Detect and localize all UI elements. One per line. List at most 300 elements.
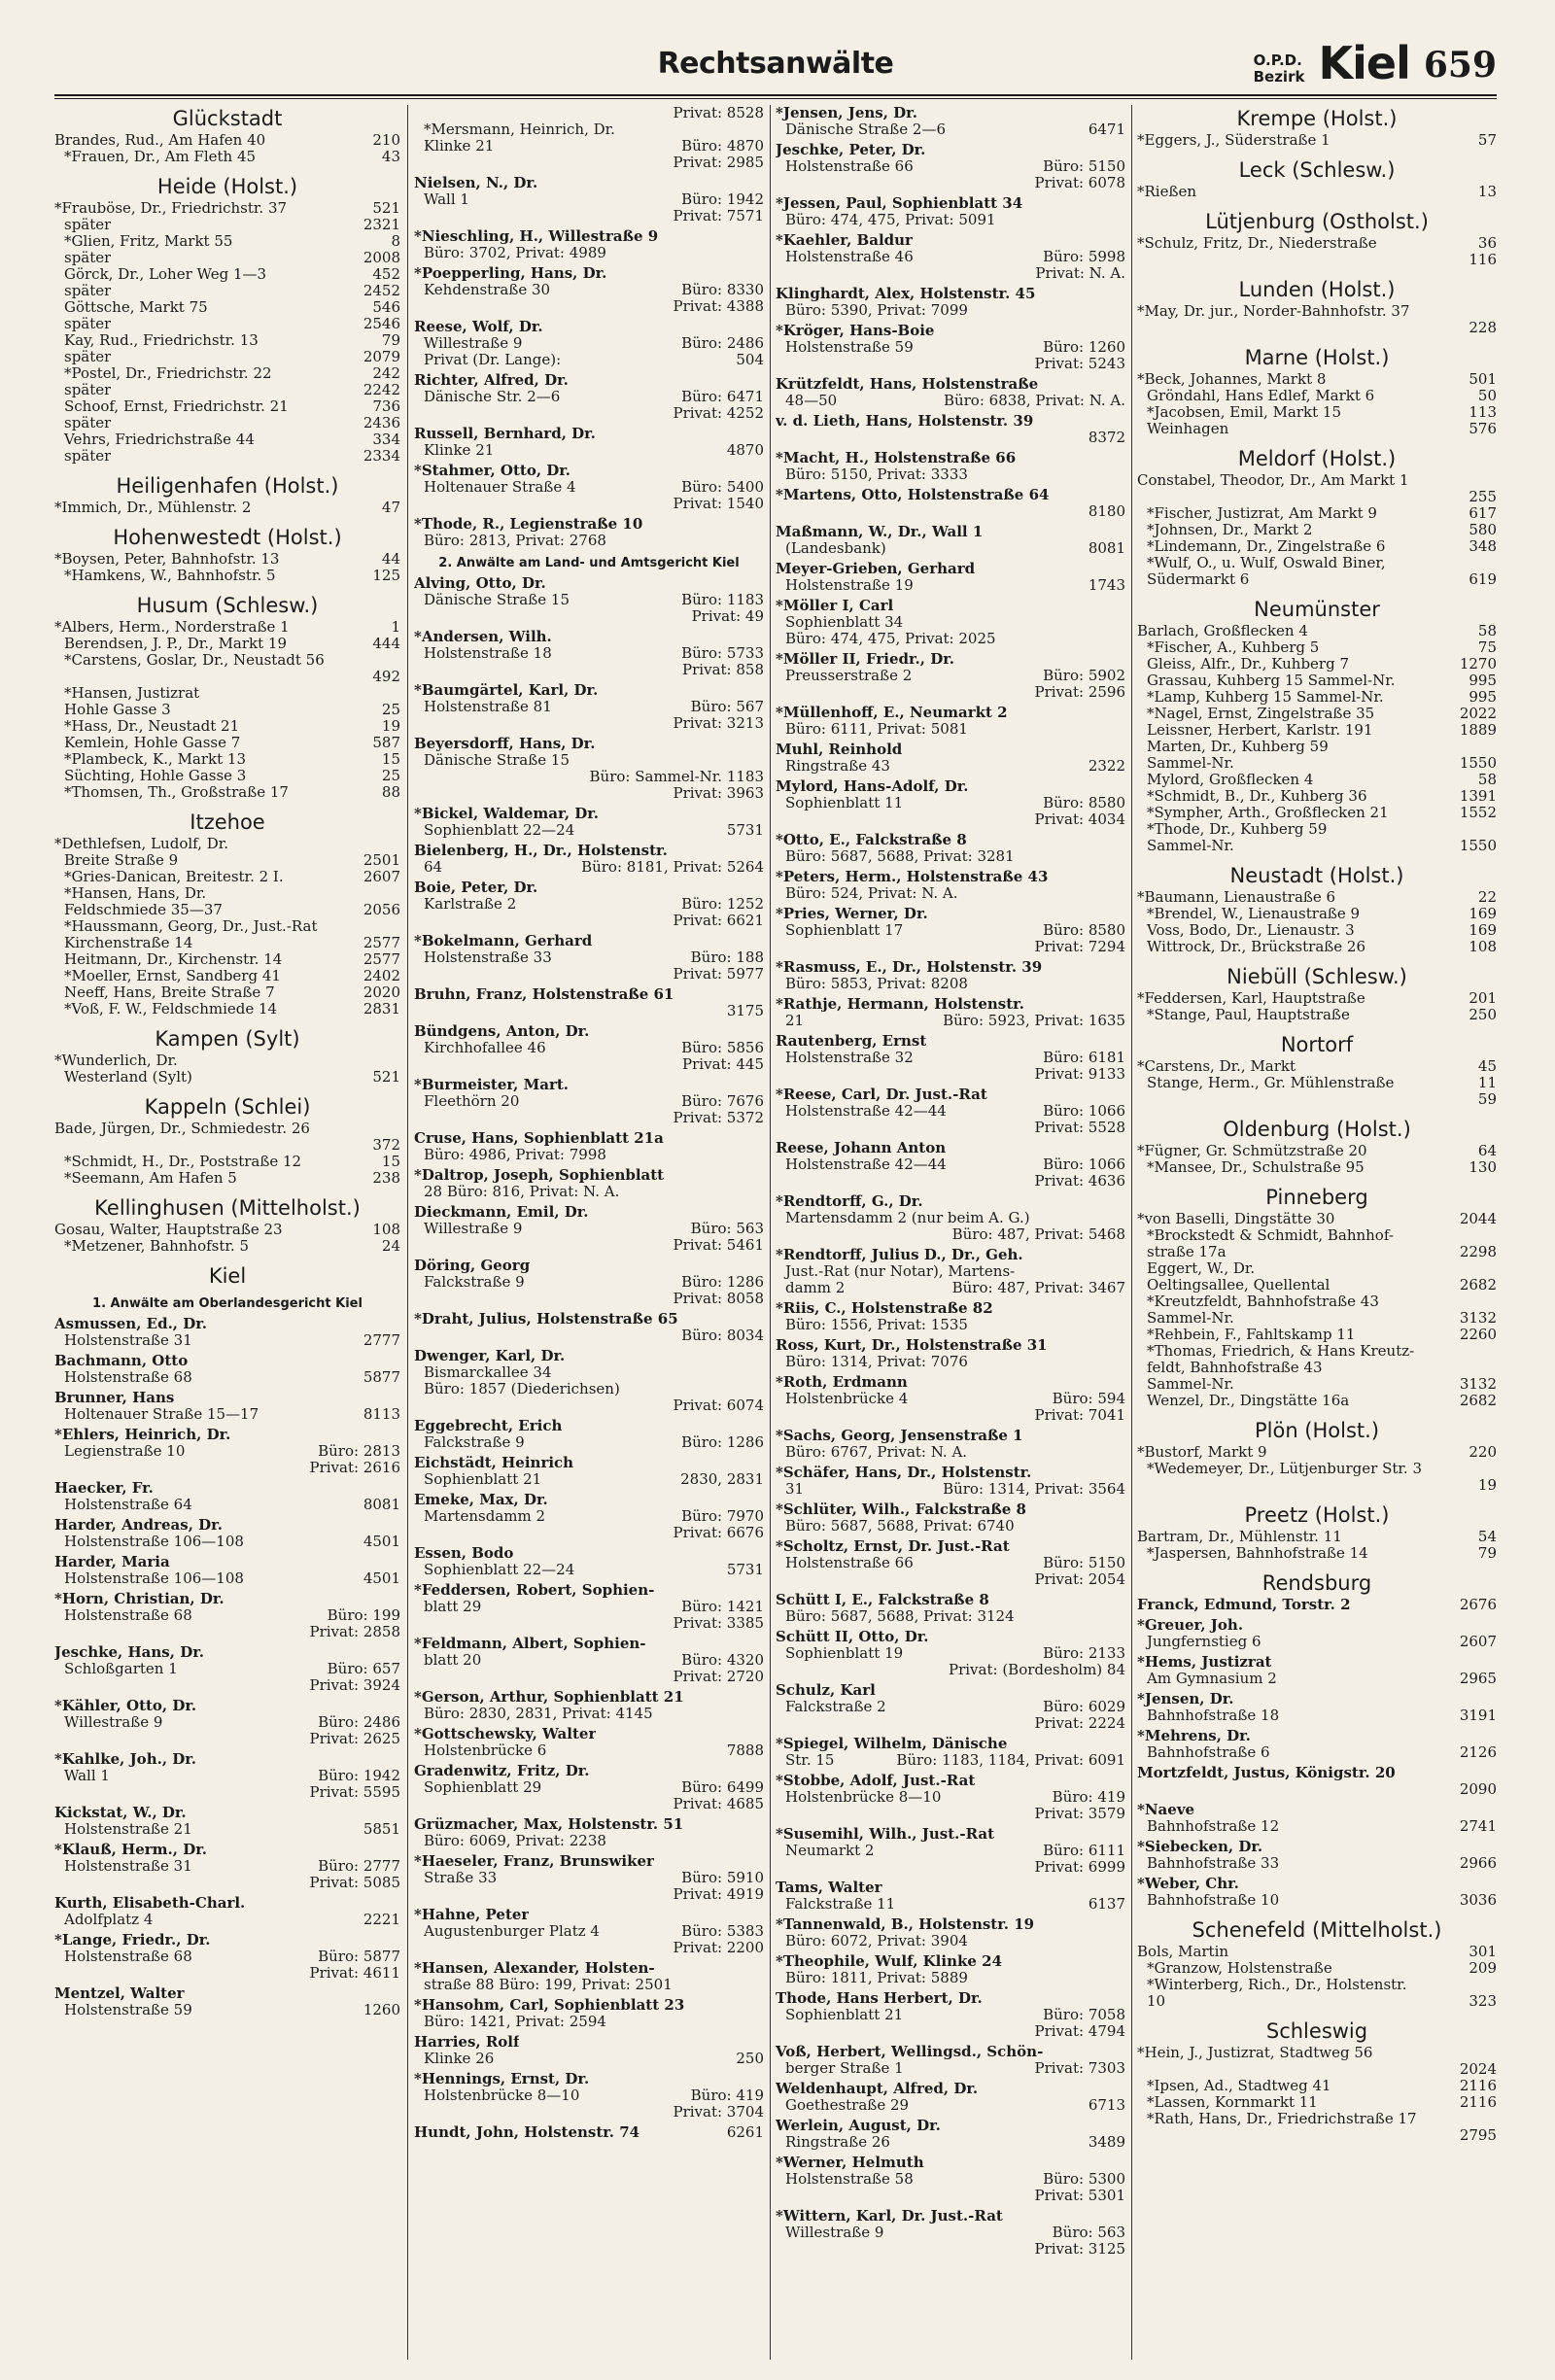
entry-line: [776, 1481, 1125, 1498]
entry-text: *Lamp, Kuhberg 15 Sammel-Nr.: [1147, 689, 1384, 706]
entry-line: [414, 282, 764, 298]
entry-line: [1137, 2127, 1497, 2144]
entry-text: Bielenberg, H., Dr., Holstenstr.: [414, 843, 668, 859]
entry-line: [1137, 1855, 1497, 1872]
entry-line: [1137, 623, 1497, 639]
entry-text: Falckstraße 9: [424, 1434, 525, 1451]
phone-number: 54: [1477, 1528, 1497, 1545]
lawyer-entry: [776, 413, 1125, 446]
entry-text: Voß, Herbert, Wellingsd., Schön-: [776, 2044, 1044, 2060]
header-rule: [54, 94, 1497, 96]
lawyer-entry: [414, 1311, 764, 1344]
entry-line: [414, 1492, 764, 1508]
lawyer-entry: [776, 1374, 1125, 1424]
phone-number: Büro: 1314, Privat: 3564: [943, 1480, 1125, 1498]
phone-number: 2334: [363, 447, 400, 465]
entry-line: [414, 1923, 764, 1940]
entry-line: [776, 1263, 1125, 1280]
entry-text: *Feddersen, Karl, Hauptstraße: [1137, 990, 1365, 1007]
lawyer-entry: [776, 1087, 1125, 1136]
entry-text: Büro: 474, 475, Privat: 2025: [785, 631, 996, 647]
entry-line: [54, 349, 400, 365]
phone-number: 2546: [363, 315, 400, 332]
place-heading: Pinneberg: [1265, 1186, 1368, 1209]
phone-number: 8081: [1088, 539, 1125, 557]
entry-text: v. d. Lieth, Hans, Holstenstr. 39: [776, 413, 1034, 430]
lawyer-entry: [1137, 1529, 1497, 1562]
entry-line: [54, 1497, 400, 1513]
phone-number: 2024: [1459, 2060, 1497, 2078]
entry-text: *Rendtorff, G., Dr.: [776, 1193, 923, 1210]
entry-text: Constabel, Theodor, Dr., Am Markt 1: [1137, 472, 1409, 489]
entry-line: [414, 1184, 764, 1200]
lawyer-entry: [54, 1985, 400, 2018]
entry-line: [1137, 1977, 1497, 1993]
lawyer-entry: [414, 806, 764, 839]
lawyer-entry: [776, 376, 1125, 409]
phone-number: 45: [1477, 1057, 1497, 1075]
entry-text: Grassau, Kuhberg 15 Sammel-Nr.: [1147, 673, 1396, 689]
entry-text: *Rasmuss, E., Dr., Holstenstr. 39: [776, 959, 1043, 976]
entry-line: [776, 1173, 1125, 1190]
phone-number: Büro: 419: [690, 2087, 764, 2104]
entry-line: [414, 843, 764, 859]
entry-line: [1137, 1007, 1497, 1023]
entry-line: [54, 1390, 400, 1406]
entry-line: [1137, 1227, 1497, 1244]
phone-number: Privat: 2224: [1034, 1714, 1125, 1732]
entry-line: [1137, 1944, 1497, 1960]
entry-line: [776, 503, 1125, 520]
entry-text: Holstenstraße 31: [64, 1858, 192, 1875]
entry-text: *Stahmer, Otto, Dr.: [414, 463, 571, 479]
entry-line: [776, 1571, 1125, 1588]
entry-line: [414, 629, 764, 645]
phone-number: Büro: 487, Privat: 3467: [951, 1279, 1125, 1296]
phone-number: Privat: 6676: [673, 1524, 764, 1541]
phone-number: Privat: 49: [691, 607, 764, 625]
phone-number: 1: [391, 618, 400, 636]
entry-text: *Reese, Carl, Dr. Just.-Rat: [776, 1087, 987, 1103]
entry-line: [414, 1997, 764, 2014]
entry-line: [54, 1591, 400, 1607]
entry-text: *Winterberg, Rich., Dr., Holstenstr.: [1147, 1977, 1407, 1993]
phone-number: 452: [372, 265, 400, 283]
entry-line: [1137, 889, 1497, 906]
entry-line: [414, 1779, 764, 1796]
lawyer-entry: [54, 1751, 400, 1801]
phone-number: 2777: [363, 1331, 400, 1349]
entry-line: [1137, 821, 1497, 838]
entry-text: *Carstens, Goslar, Dr., Neustadt 56: [64, 652, 325, 669]
lawyer-entry: [414, 228, 764, 261]
entry-line: [54, 1784, 400, 1801]
lawyer-entry: [54, 1554, 400, 1587]
entry-line: [776, 2188, 1125, 2204]
phone-number: Büro: 8330: [681, 281, 764, 298]
entry-text: Barlach, Großflecken 4: [1137, 623, 1308, 639]
phone-number: Privat: N. A.: [1035, 264, 1125, 282]
entry-line: [1137, 706, 1497, 722]
entry-line: [414, 2014, 764, 2030]
entry-text: *Thode, Dr., Kuhberg 59: [1147, 821, 1328, 838]
entry-text: *Jensen, Jens, Dr.: [776, 105, 917, 121]
entry-text: Kay, Rud., Friedrichstr. 13: [64, 332, 259, 349]
phone-number: Büro: 5910: [681, 1869, 764, 1886]
entry-line: [414, 319, 764, 335]
place-heading: Heiligenhafen (Holst.): [116, 474, 339, 498]
phone-number: 3191: [1459, 1707, 1497, 1724]
entry-line: [54, 431, 400, 448]
lawyer-entry: [776, 2155, 1125, 2204]
phone-number: 995: [1469, 672, 1497, 689]
phone-number: Büro: 6111: [1043, 1842, 1125, 1859]
entry-line: [414, 1508, 764, 1525]
entry-line: [414, 913, 764, 929]
entry-line: [414, 1204, 764, 1221]
entry-text: Wenzel, Dr., Dingstätte 16a: [1147, 1393, 1350, 1409]
entry-line: [1137, 939, 1497, 955]
entry-text: Holstenstraße 18: [424, 645, 552, 662]
entry-line: [54, 250, 400, 266]
phone-number: Büro: 1183, 1184, Privat: 6091: [896, 1751, 1125, 1769]
entry-text: Büro: 6767, Privat: N. A.: [785, 1444, 968, 1461]
entry-line: [776, 869, 1125, 885]
entry-text: Holtenauer Straße 4: [424, 479, 576, 496]
phone-number: 1743: [1088, 576, 1125, 594]
entry-text: Meyer-Grieben, Gerhard: [776, 561, 976, 577]
entry-line: [414, 1669, 764, 1685]
entry-text: Büro: 5150, Privat: 3333: [785, 466, 968, 483]
phone-number: 334: [372, 431, 400, 448]
entry-line: [776, 721, 1125, 738]
phone-number: Privat: 5243: [1034, 355, 1125, 372]
entry-line: [1137, 1597, 1497, 1613]
column-4: [1137, 105, 1497, 2360]
phone-number: 2322: [1088, 757, 1125, 775]
lawyer-entry: [414, 1167, 764, 1200]
entry-line: [54, 1895, 400, 1912]
phone-number: 2452: [363, 282, 400, 299]
entry-line: [776, 1337, 1125, 1354]
lawyer-entry: [776, 1465, 1125, 1498]
entry-text: Falckstraße 2: [785, 1699, 886, 1715]
entry-line: [1137, 2094, 1497, 2111]
entry-text: *Draht, Julius, Holstenstraße 65: [414, 1311, 678, 1328]
entry-line: [414, 1615, 764, 1632]
entry-text: Holstenstraße 68: [64, 1949, 192, 1965]
phone-number: 2242: [363, 381, 400, 398]
entry-text: *Sympher, Arth., Großflecken 21: [1147, 805, 1389, 821]
entry-text: Bahnhofstraße 18: [1147, 1707, 1280, 1724]
lawyer-entry: [414, 1204, 764, 1254]
entry-text: *Feddersen, Robert, Sophien-: [414, 1582, 655, 1599]
phone-number: Büro: 8580: [1043, 794, 1125, 811]
phone-number: Privat: 3704: [673, 2103, 764, 2121]
phone-number: 201: [1469, 989, 1497, 1007]
entry-line: [54, 1460, 400, 1476]
phone-number: Büro: 2486: [681, 334, 764, 352]
entry-text: Klinke 21: [424, 442, 495, 459]
entry-text: *Klauß, Herm., Dr.: [54, 1842, 207, 1858]
phone-number: Büro: 5733: [681, 644, 764, 662]
entry-line: [1137, 320, 1497, 336]
entry-text: Harder, Maria: [54, 1554, 170, 1570]
entry-text: Marten, Dr., Kuhberg 59: [1147, 739, 1329, 755]
entry-line: [776, 795, 1125, 811]
entry-line: [1137, 1728, 1497, 1744]
lawyer-entry: [776, 1501, 1125, 1535]
entry-text: später: [64, 283, 112, 299]
entry-text: Muhl, Reinhold: [776, 742, 903, 758]
entry-text: Dänische Straße 15: [424, 752, 570, 769]
phone-number: 617: [1469, 504, 1497, 522]
phone-number: Büro: 8181, Privat: 5264: [581, 858, 764, 876]
entry-line: [1137, 755, 1497, 772]
entry-line: [1137, 838, 1497, 854]
lawyer-entry: [1137, 1802, 1497, 1835]
entry-text: Holstenstraße 42—44: [785, 1156, 947, 1173]
entry-line: [1137, 1393, 1497, 1409]
entry-line: [414, 769, 764, 785]
entry-line: [414, 463, 764, 479]
entry-line: [1137, 555, 1497, 571]
entry-text: *May, Dr. jur., Norder-Bahnhofstr. 37: [1137, 303, 1410, 320]
phone-number: 301: [1469, 1943, 1497, 1960]
entry-line: [414, 1763, 764, 1779]
entry-line: [776, 885, 1125, 902]
entry-text: Willestraße 9: [64, 1714, 163, 1731]
entry-text: *Daltrop, Joseph, Sophienblatt: [414, 1167, 665, 1184]
entry-text: *Hansen, Justizrat: [64, 685, 200, 702]
entry-line: [1137, 656, 1497, 673]
entry-line: [54, 398, 400, 415]
entry-text: Holstenstraße 32: [785, 1050, 914, 1066]
lawyer-entry: [776, 1953, 1125, 1986]
phone-number: 113: [1469, 403, 1497, 421]
entry-line: [54, 918, 400, 935]
entry-text: Bündgens, Anton, Dr.: [414, 1023, 590, 1040]
entry-text: *Seemann, Am Hafen 5: [64, 1170, 237, 1187]
entry-line: [414, 1003, 764, 1019]
entry-line: [776, 1843, 1125, 1859]
entry-text: *Carstens, Dr., Markt: [1137, 1058, 1296, 1075]
entry-text: Dieckmann, Emil, Dr.: [414, 1204, 589, 1221]
lawyer-entry: [776, 778, 1125, 828]
entry-line: [776, 540, 1125, 557]
entry-text: Reese, Johann Anton: [776, 1140, 947, 1156]
entry-text: *Postel, Dr., Friedrichstr. 22: [64, 365, 272, 382]
lawyer-entry: [414, 105, 764, 171]
phone-number: Privat: 2858: [309, 1623, 400, 1640]
phone-number: 255: [1469, 488, 1497, 505]
entry-line: [414, 1167, 764, 1184]
entry-line: [1137, 1159, 1497, 1176]
phone-number: 2577: [363, 950, 400, 968]
phone-number: 6261: [726, 2123, 764, 2141]
lawyer-entry: [1137, 1765, 1497, 1798]
lawyer-entry: [776, 906, 1125, 955]
lawyer-entry: [776, 996, 1125, 1029]
entry-text: Berendsen, J. P., Dr., Markt 19: [64, 636, 288, 652]
entry-text: *Metzener, Bahnhofstr. 5: [64, 1238, 249, 1255]
entry-line: [1137, 788, 1497, 805]
phone-number: Privat: 4794: [1034, 2022, 1125, 2040]
entry-text: Feldschmiede 35—37: [64, 902, 223, 918]
phone-number: Büro: 5300: [1043, 2170, 1125, 2188]
entry-text: 31: [785, 1481, 805, 1498]
lawyer-entry: [1137, 1944, 1497, 2010]
entry-line: [1137, 772, 1497, 788]
lawyer-entry: [776, 1247, 1125, 1296]
phone-number: Büro: 1066: [1043, 1156, 1125, 1173]
entry-text: *Frauen, Dr., Am Fleth 45: [64, 149, 257, 165]
entry-line: [414, 1311, 764, 1328]
lawyer-entry: [414, 372, 764, 422]
entry-text: Göttsche, Markt 75: [64, 299, 208, 316]
entry-line: [776, 158, 1125, 175]
entry-line: [414, 1886, 764, 1903]
lawyer-entry: [414, 175, 764, 224]
phone-number: 3489: [1088, 2133, 1125, 2151]
lawyer-entry: [1137, 990, 1497, 1023]
entry-text: *Rehbein, F., Fahltskamp 11: [1147, 1327, 1356, 1343]
phone-number: Büro: 1183: [681, 591, 764, 608]
entry-text: Holstenstraße 59: [64, 2002, 192, 2018]
entry-text: Cruse, Hans, Sophienblatt 21a: [414, 1130, 664, 1147]
entry-text: Kirchenstraße 14: [64, 935, 193, 951]
entry-text: Holstenbrücke 8—10: [424, 2087, 580, 2104]
opd-line2: Bezirk: [1253, 68, 1305, 86]
entry-line: [54, 984, 400, 1001]
entry-text: *Haussmann, Georg, Dr., Just.-Rat: [64, 918, 318, 935]
phone-number: 8180: [1088, 502, 1125, 520]
entry-text: Martensdamm 2: [424, 1508, 546, 1525]
entry-text: *Brendel, W., Lienaustraße 9: [1147, 906, 1361, 922]
lawyer-entry: [1137, 371, 1497, 437]
entry-line: [776, 1354, 1125, 1370]
entry-line: [414, 1397, 764, 1414]
phone-number: Büro: 5856: [681, 1039, 764, 1056]
entry-text: *Theophile, Wulf, Klinke 24: [776, 1953, 1003, 1970]
entry-text: Leissner, Herbert, Karlstr. 191: [1147, 722, 1373, 739]
entry-text: später: [64, 217, 112, 233]
entry-text: *Bustorf, Markt 9: [1137, 1444, 1267, 1461]
entry-line: [776, 684, 1125, 701]
entry-text: Holstenbrücke 6: [424, 1742, 547, 1759]
entry-text: *Tannenwald, B., Holstenstr. 19: [776, 1916, 1035, 1933]
phone-number: Büro: 5150: [1043, 1554, 1125, 1571]
entry-line: [776, 651, 1125, 668]
phone-number: 2741: [1459, 1817, 1497, 1835]
entry-text: *Peters, Herm., Holstenstraße 43: [776, 869, 1049, 885]
entry-text: später: [64, 415, 112, 431]
entry-line: [414, 1833, 764, 1849]
entry-line: [1137, 1477, 1497, 1494]
entry-text: Büro: 524, Privat: N. A.: [785, 885, 958, 902]
column-3: [776, 105, 1125, 2360]
entry-line: [1137, 1876, 1497, 1892]
phone-number: 15: [381, 750, 400, 768]
entry-line: [414, 1110, 764, 1126]
entry-text: Reese, Wolf, Dr.: [414, 319, 543, 335]
entry-line: [414, 298, 764, 315]
entry-text: Westerland (Sylt): [64, 1069, 192, 1086]
entry-text: *Mersmann, Heinrich, Dr.: [424, 121, 615, 138]
phone-number: 79: [381, 331, 400, 349]
entry-text: *Bickel, Waldemar, Dr.: [414, 806, 600, 822]
lawyer-entry: [776, 1428, 1125, 1461]
lawyer-entry: [1137, 1617, 1497, 1650]
entry-text: Kehdenstraße 30: [424, 282, 551, 298]
phone-number: Privat: 1540: [673, 495, 764, 512]
entry-text: Wittrock, Dr., Brückstraße 26: [1147, 939, 1366, 955]
entry-line: [776, 1247, 1125, 1263]
entry-text: Kemlein, Hohle Gasse 7: [64, 735, 241, 751]
entry-line: [54, 1698, 400, 1714]
phone-number: Büro: 199: [327, 1606, 400, 1624]
phone-number: Privat: 5372: [673, 1109, 764, 1126]
entry-text: *Roth, Erdmann: [776, 1374, 908, 1391]
entry-text: *Rendtorff, Julius D., Dr., Geh.: [776, 1247, 1023, 1263]
entry-text: Willestraße 9: [785, 2225, 884, 2241]
entry-text: *Baumgärtel, Karl, Dr.: [414, 682, 599, 699]
entry-line: [54, 365, 400, 382]
entry-line: [414, 986, 764, 1003]
lawyer-entry: [776, 1538, 1125, 1588]
entry-line: [776, 286, 1125, 302]
phone-number: 88: [381, 783, 400, 801]
entry-line: [776, 1465, 1125, 1481]
entry-line: [54, 132, 400, 149]
phone-number: 58: [1477, 622, 1497, 639]
phone-number: 1270: [1459, 655, 1497, 673]
lawyer-entry: [54, 1390, 400, 1423]
entry-line: [776, 1859, 1125, 1876]
entry-line: [414, 105, 764, 121]
entry-line: [776, 393, 1125, 409]
entry-line: [54, 1427, 400, 1443]
entry-line: [414, 389, 764, 405]
entry-text: *Immich, Dr., Mühlenstr. 2: [54, 500, 252, 516]
place-heading: Glückstadt: [172, 107, 283, 130]
entry-line: [776, 356, 1125, 372]
entry-text: Bruhn, Franz, Holstenstraße 61: [414, 986, 674, 1003]
entry-line: [54, 735, 400, 751]
entry-text: *Schmidt, H., Dr., Poststraße 12: [64, 1154, 302, 1170]
entry-text: Heitmann, Dr., Kirchenstr. 14: [64, 951, 283, 968]
entry-line: [54, 266, 400, 283]
phone-number: 4501: [363, 1569, 400, 1587]
lawyer-entry: [776, 286, 1125, 319]
phone-number: Büro: 6029: [1043, 1698, 1125, 1715]
entry-text: Jeschke, Peter, Dr.: [776, 142, 926, 158]
entry-line: [1137, 252, 1497, 268]
lawyer-entry: [54, 619, 400, 801]
entry-line: [414, 682, 764, 699]
entry-line: [1137, 1327, 1497, 1343]
entry-line: [414, 1940, 764, 1956]
phone-number: 125: [372, 567, 400, 584]
entry-text: *Schäfer, Hans, Dr., Holstenstr.: [776, 1465, 1032, 1481]
entry-line: [54, 551, 400, 568]
phone-number: 995: [1469, 688, 1497, 706]
entry-line: [414, 592, 764, 608]
entry-line: [414, 1455, 764, 1471]
entry-text: *Naeve: [1137, 1802, 1195, 1818]
entry-text: Mortzfeldt, Justus, Königstr. 20: [1137, 1765, 1396, 1781]
entry-line: [54, 1644, 400, 1661]
